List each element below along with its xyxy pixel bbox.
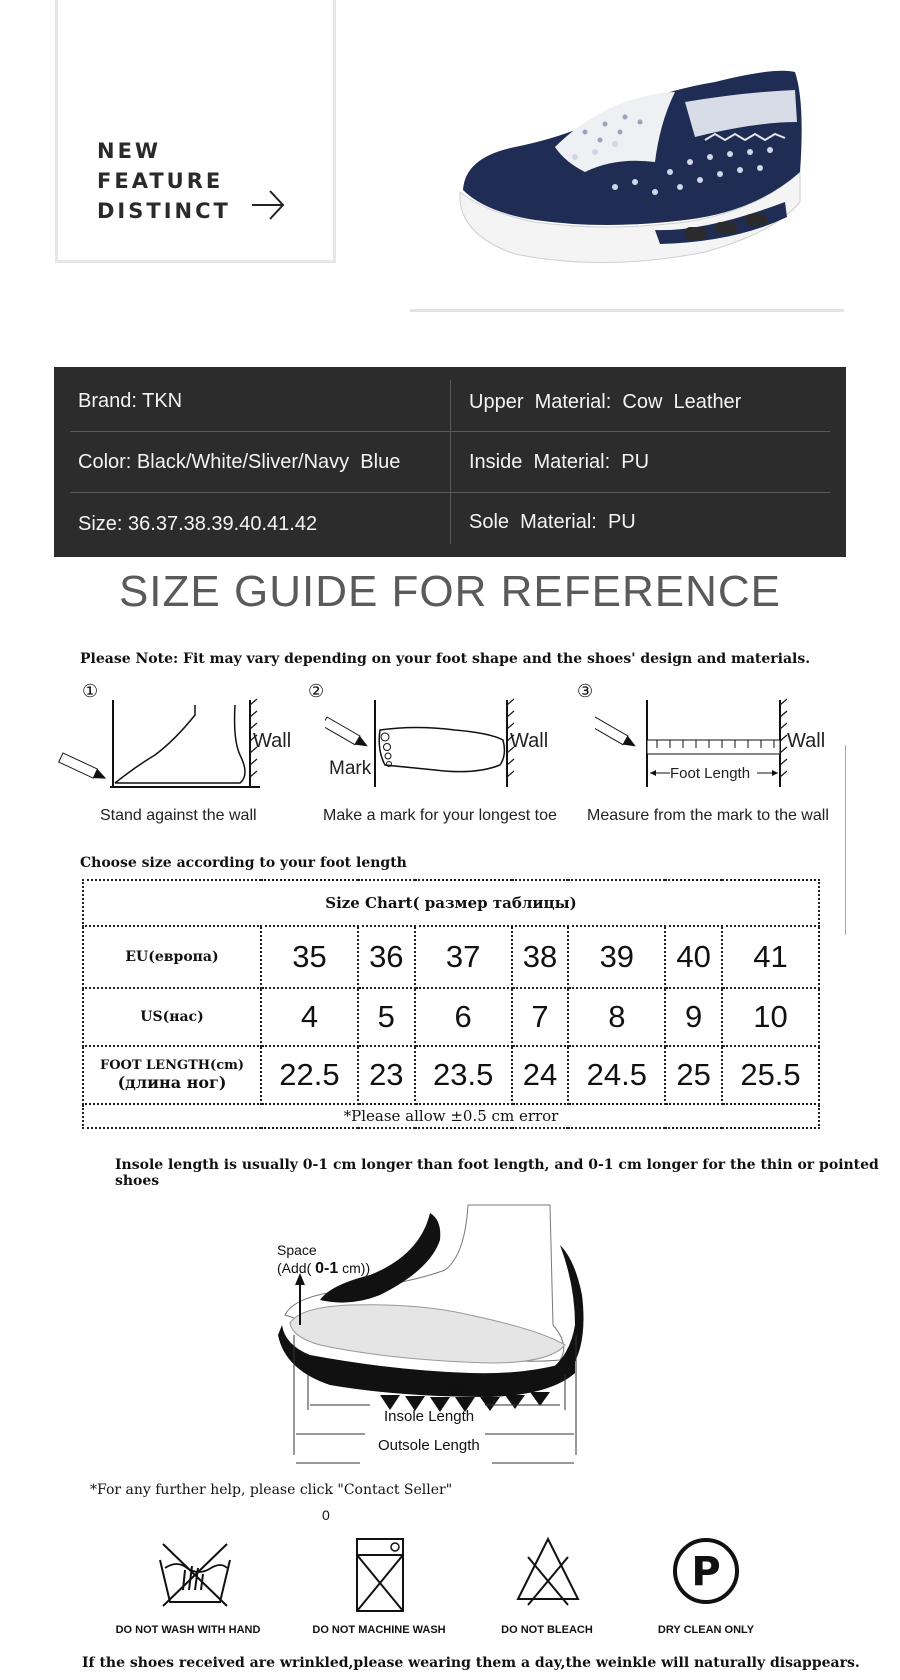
space-add-label: [277, 1260, 370, 1278]
wrinkle-note: If the shoes received are wrinkled,please wearing them a day,the weinkle will naturally disappears.: [82, 1655, 860, 1671]
contact-seller-note[interactable]: *For any further help, please click "Contact Seller": [90, 1482, 453, 1498]
us-size-cell: 9: [665, 988, 722, 1046]
step-3-length-label: Foot Length: [670, 765, 751, 782]
eu-size-cell: 40: [665, 926, 722, 988]
no-bleach-icon: [515, 1535, 581, 1607]
foot-length-label-ru: (длина ног): [117, 1073, 227, 1092]
table-row: [83, 988, 819, 1046]
foot-length-cell: 22.5: [261, 1046, 358, 1104]
step-2-wall-label: Wall: [510, 730, 549, 752]
size-chart-table: [82, 879, 820, 1129]
row-label-eu: EU(европа): [83, 926, 261, 988]
step-1-number: ①: [82, 681, 99, 701]
foot-length-cell: 25.5: [722, 1046, 819, 1104]
care-label-bleach: DO NOT BLEACH: [501, 1624, 593, 1636]
spec-inside-material: Inside Material: PU: [469, 451, 650, 473]
shoe-underline: [410, 309, 844, 312]
feature-line-distinct: DISTINCT: [97, 199, 231, 223]
step-2-caption: Make a mark for your longest toe: [323, 807, 557, 824]
step-3-illustration: [595, 695, 800, 800]
foot-length-cell: 23: [358, 1046, 415, 1104]
feature-heading: [97, 136, 231, 226]
side-divider: [845, 745, 846, 935]
spec-brand: Brand: TKN: [78, 390, 183, 412]
us-size-cell: 5: [358, 988, 415, 1046]
eu-size-cell: 36: [358, 926, 415, 988]
eu-size-cell: 37: [415, 926, 512, 988]
row-label-foot-length: [83, 1046, 261, 1104]
shoe-product-image: [455, 62, 805, 272]
eu-size-cell: 41: [722, 926, 819, 988]
space-label: Space: [277, 1242, 317, 1258]
foot-length-cell: 24: [512, 1046, 569, 1104]
svg-text:P: P: [691, 1549, 721, 1595]
table-row: [83, 1046, 819, 1104]
space-add-prefix: (Add(: [277, 1260, 316, 1276]
step-1-caption: Stand against the wall: [100, 807, 257, 824]
foot-length-cell: 24.5: [568, 1046, 665, 1104]
size-chart-footnote: *Please allow ±0.5 cm error: [83, 1104, 819, 1128]
insole-note: Insole length is usually 0-1 cm longer than foot length, and 0-1 cm longer for the thin or pointed shoes: [115, 1157, 879, 1189]
us-size-cell: 10: [722, 988, 819, 1046]
care-label-machine-wash: DO NOT MACHINE WASH: [312, 1624, 446, 1636]
dry-clean-icon: [672, 1537, 740, 1605]
shoe-cross-section-diagram: [270, 1195, 590, 1470]
space-add-value: 0-1: [315, 1260, 339, 1277]
step-2-mark-label: Mark: [329, 758, 372, 779]
foot-length-cell: 25: [665, 1046, 722, 1104]
choose-size-note: Choose size according to your foot length: [80, 855, 407, 871]
foot-length-arrow-label: Foot Length: [390, 1379, 471, 1396]
feature-line-feature: FEATURE: [97, 169, 224, 193]
no-machine-wash-icon: [355, 1537, 405, 1613]
step-2-illustration: [325, 695, 525, 800]
size-guide-title: SIZE GUIDE FOR REFERENCE: [118, 567, 782, 616]
step-1-wall-label: Wall: [253, 730, 292, 752]
size-chart-title: Size Chart( размер таблицы): [83, 880, 819, 926]
eu-size-cell: 39: [568, 926, 665, 988]
spec-table: [54, 367, 846, 557]
stray-zero: 0: [322, 1507, 330, 1523]
step-2-number: ②: [308, 681, 325, 701]
foot-length-label: FOOT LENGTH(cm): [99, 1058, 245, 1073]
outsole-length-label: Outsole Length: [378, 1437, 480, 1454]
no-hand-wash-icon: [155, 1540, 235, 1610]
spec-sole-material: Sole Material: PU: [469, 511, 636, 533]
arrow-right-icon[interactable]: [250, 188, 286, 222]
eu-size-cell: 38: [512, 926, 569, 988]
care-label-dry-clean: DRY CLEAN ONLY: [657, 1624, 755, 1636]
spec-upper-material: Upper Material: Cow Leather: [469, 391, 742, 413]
care-label-hand-wash: DO NOT WASH WITH HAND: [115, 1624, 261, 1636]
spec-color: Color: Black/White/Sliver/Navy Blue: [78, 451, 401, 473]
eu-size-cell: 35: [261, 926, 358, 988]
foot-length-cell: 23.5: [415, 1046, 512, 1104]
space-add-suffix: cm)): [338, 1260, 371, 1276]
table-row: [83, 926, 819, 988]
us-size-cell: 4: [261, 988, 358, 1046]
feature-line-new: NEW: [97, 139, 162, 163]
step-3-wall-label: Wall: [787, 730, 826, 752]
step-3-caption: Measure from the mark to the wall: [587, 807, 829, 824]
step-3-number: ③: [577, 681, 594, 701]
fit-note: Please Note: Fit may vary depending on your foot shape and the shoes' design and materials.: [80, 651, 811, 667]
insole-length-label: Insole Length: [384, 1408, 475, 1425]
us-size-cell: 8: [568, 988, 665, 1046]
spec-size: Size: 36.37.38.39.40.41.42: [78, 513, 318, 535]
row-label-us: US(нас): [83, 988, 261, 1046]
us-size-cell: 7: [512, 988, 569, 1046]
us-size-cell: 6: [415, 988, 512, 1046]
